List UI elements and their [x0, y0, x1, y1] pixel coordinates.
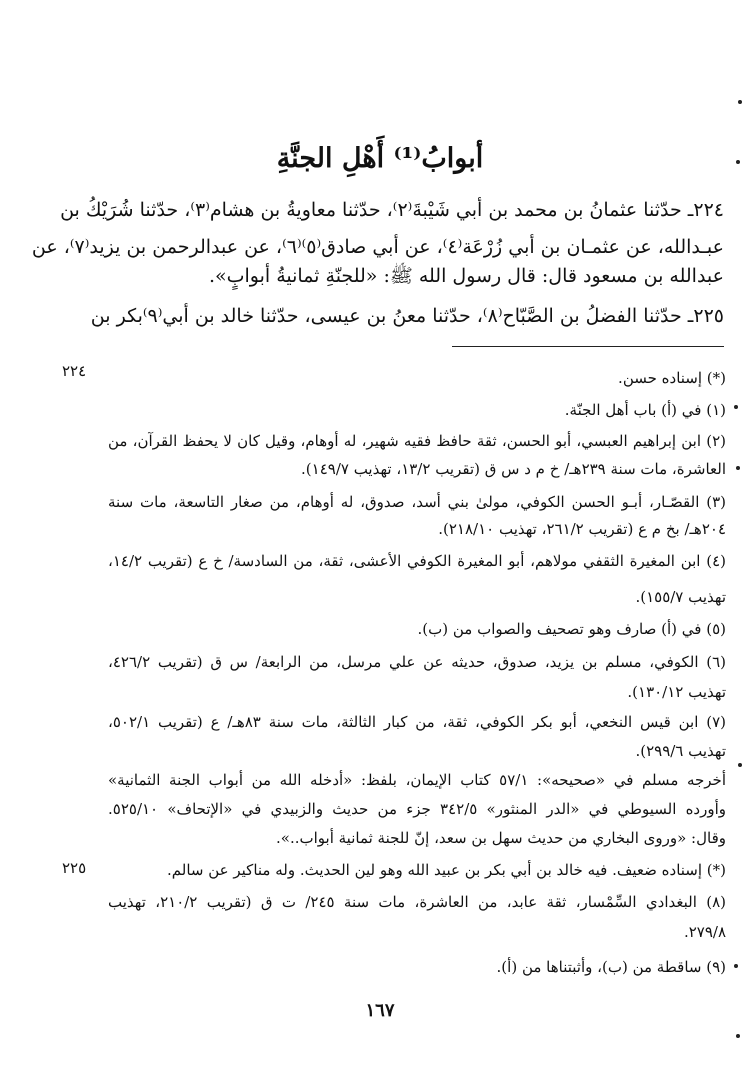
footnote-line: العاشرة، مات سنة ٢٣٩هـ/ خ م د س ق (تقريب ١٣/٢، تهذيب ١٤٩/٧). [301, 460, 726, 478]
footnote-line: (*) إسناده حسن. [618, 369, 726, 387]
scan-speck [734, 405, 738, 409]
scan-speck [736, 466, 740, 470]
hadith-224-line-2: عبـدالله، عن عثمـان بن أبي زُرْعَة⁽٤⁾، عن أبي صادق⁽٥⁾⁽٦⁾، عن عبدالرحمن بن يزيد⁽٧⁾، عن [31, 236, 724, 258]
scan-speck [738, 100, 742, 104]
margin-number-224: ٢٢٤ [62, 362, 87, 380]
footnote-line: (*) إسناده ضعيف. فيه خالد بن أبي بكر بن عبيد الله وهو لين الحديث. وله مناكير عن سالم. [167, 861, 726, 879]
scan-speck [738, 763, 742, 767]
footnote-line: (٤) ابن المغيرة الثقفي مولاهم، أبو المغيرة الكوفي الأعشى، ثقة، من السادسة/ خ ع (تقريب ١٤/٢، [108, 552, 726, 570]
footnote-line: ٢٧٩/٨. [683, 923, 726, 941]
footnote-line: (٨) البغدادي السِّمْسار، ثقة عابد، من العاشرة، مات سنة ٢٤٥/ ت ق (تقريب ٢١٠/٢، تهذيب [108, 893, 726, 911]
footnote-line: (٧) ابن قيس النخعي، أبو بكر الكوفي، ثقة، من كبار الثالثة، مات سنة ٨٣هـ/ ع (تقريب ٥٠٢/١، [108, 713, 726, 731]
footnote-line: (٢) ابن إبراهيم العبسي، أبو الحسن، ثقة حافظ فقيه شهير، له أوهام، وقيل كان لا يحفظ القرآن، من [108, 432, 726, 450]
footnote-line: وقال: «وروى البخاري من حديث سهل بن سعد، إنّ للجنة ثمانية أبواب..». [276, 829, 726, 847]
footnote-line: تهذيب ٢٩٩/٦). [635, 742, 726, 760]
page-number: ١٦٧ [365, 1000, 395, 1021]
scan-speck [734, 964, 738, 968]
footnote-line: (٥) في (أ) صارف وهو تصحيف والصواب من (ب). [417, 620, 726, 638]
footnote-line: (٩) ساقطة من (ب)، وأثبتناها من (أ). [496, 958, 726, 976]
scan-speck [736, 160, 740, 164]
footnote-line: تهذيب ١٥٥/٧). [635, 588, 726, 606]
footnote-line: ٢٠٤هـ/ بخ م ع (تقريب ٢٦١/٢، تهذيب ٢١٨/١٠). [438, 520, 726, 538]
hadith-224-line-3: عبدالله بن مسعود قال: قال رسول الله ﷺ: «للجنّةِ ثمانيةُ أبوابٍ». [208, 265, 724, 287]
footnote-line: (٦) الكوفي، مسلم بن يزيد، صدوق، حديثه عن علي مرسل، من الرابعة/ س ق (تقريب ٤٢٦/٢، [108, 653, 726, 671]
footnote-line: تهذيب ١٣٠/١٢). [627, 683, 726, 701]
hadith-225-line-1: ٢٢٥ـ حدّثنا الفضلُ بن الصَّبّاح⁽٨⁾، حدّثنا معنُ بن عيسى، حدّثنا خالد بن أبي⁽٩⁾بكر بن [90, 305, 724, 327]
chapter-heading: أبوابُ⁽¹⁾ أَهْلِ الجنَّةِ [276, 143, 484, 174]
hadith-224-line-1: ٢٢٤ـ حدّثنا عثمانُ بن محمد بن أبي شَيْبةَ⁽٢⁾، حدّثنا معاويةُ بن هشام⁽٣⁾، حدّثنا شُرَيْكُ بن [60, 199, 724, 221]
footnote-line: وأورده السيوطي في «الدر المنثور» ٣٤٢/٥ جزء من حديث والزبيدي في «الإتحاف» ٥٢٥/١٠. [108, 800, 727, 818]
footnote-line: (٣) القصّـار، أبـو الحسن الكوفي، مولىٰ بني أسد، صدوق، له أوهام، من صغار التاسعة، مات سنة [108, 493, 726, 511]
footnote-line: (١) في (أ) باب أهل الجنّة. [564, 401, 726, 419]
footnote-line: أخرجه مسلم في «صحيحه»: ٥٧/١ كتاب الإيمان، بلفظ: «أدخله الله من أبواب الجنة الثمانية» [108, 771, 726, 789]
footnote-separator [452, 346, 724, 347]
scan-speck [736, 1034, 740, 1038]
margin-number-225: ٢٢٥ [62, 859, 87, 877]
